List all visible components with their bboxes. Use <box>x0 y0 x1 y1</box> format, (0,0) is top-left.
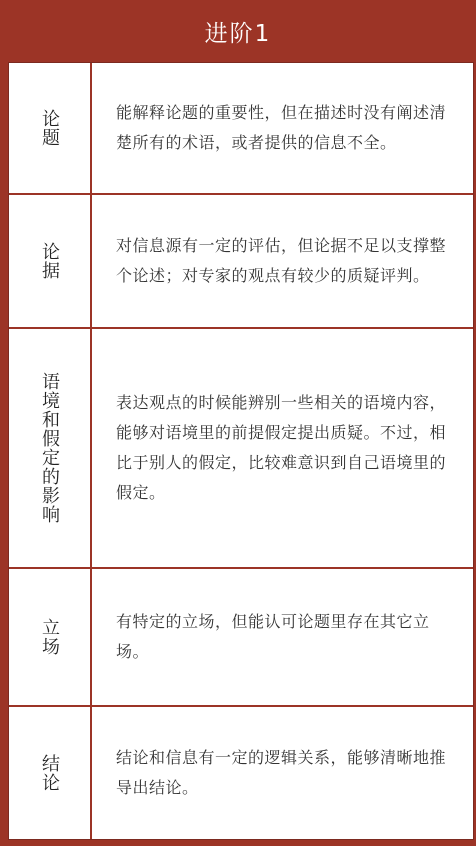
table-row <box>9 707 473 839</box>
page-header <box>0 0 476 62</box>
row-description: 对信息源有一定的评估，但论据不足以支撑整个论述；对专家的观点有较少的质疑评判。 <box>116 236 447 285</box>
table-row <box>9 569 473 707</box>
row-label: 论据 <box>9 195 92 327</box>
row-description: 结论和信息有一定的逻辑关系，能够清晰地推导出结论。 <box>116 748 447 797</box>
row-description: 表达观点的时候能辨别一些相关的语境内容，能够对语境里的前提假定提出质疑。不过，相比于别人的假定，比较难意识到自己语境里的假定。 <box>116 393 447 502</box>
row-label: 立场 <box>9 569 92 705</box>
row-label: 论题 <box>9 63 92 193</box>
table-row <box>9 329 473 569</box>
row-description: 能解释论题的重要性，但在描述时没有阐述清楚所有的术语，或者提供的信息不全。 <box>116 103 447 152</box>
row-label: 结论 <box>9 707 92 839</box>
row-label: 语境和假定的影响 <box>9 329 92 567</box>
page-title: 进阶1 <box>204 20 272 47</box>
table-row <box>9 63 473 195</box>
rubric-table <box>8 62 474 840</box>
table-row <box>9 195 473 329</box>
row-description: 有特定的立场，但能认可论题里存在其它立场。 <box>116 612 430 661</box>
